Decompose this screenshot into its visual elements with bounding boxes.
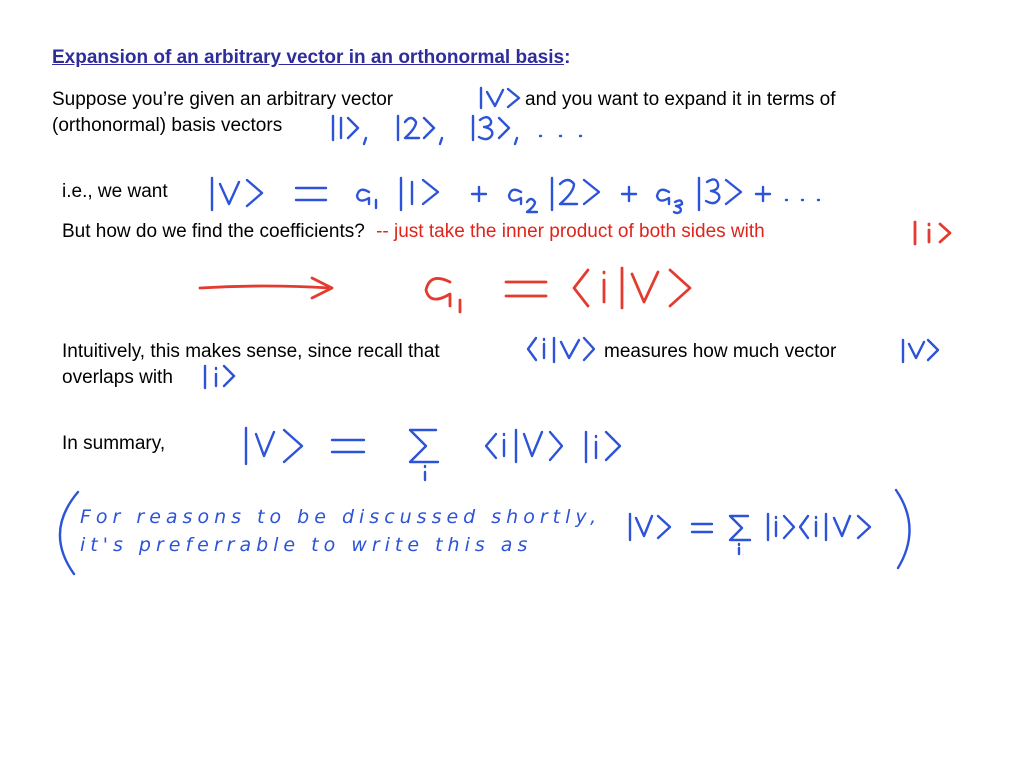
note-line-2: it's preferrable to write this as [80,534,533,556]
summary-equation [240,422,640,486]
title-text: Expansion of an arbitrary vector in an orthonormal basis [52,47,565,68]
intuition-text-2: measures how much vector [604,341,837,362]
open-parenthesis [48,488,88,578]
close-parenthesis [890,486,920,572]
intro-text-2: and you want to expand it in terms of [525,89,836,110]
basis-kets-handwritten [328,112,590,148]
intuition-text-1: Intuitively, this makes sense, since recall that [62,341,440,362]
summary-label: In summary, [62,433,166,454]
intro-text-1: Suppose you’re given an arbitrary vector [52,89,394,110]
coefficient-formula [420,262,700,322]
ket-v-symbol-2 [898,336,942,366]
expansion-equation [204,172,844,220]
red-arrow [194,272,344,304]
ket-i-red-symbol [910,218,958,246]
ket-i-symbol [200,362,244,392]
answer-text: -- just take the inner product of both sides with [376,221,765,242]
title-colon: : [564,47,571,68]
preferred-expansion-equation [624,508,894,560]
intro-text-3: (orthonormal) basis vectors [52,115,283,136]
question-line [62,220,765,244]
bracket-iv-symbol [524,334,600,364]
intuition-text-3: overlaps with [62,367,173,388]
page-title [52,46,570,70]
note-line-1: For reasons to be discussed shortly, [80,506,602,528]
question-text: But how do we find the coefficients? [62,221,365,242]
ie-label: i.e., we want [62,181,168,202]
ket-v-symbol [476,84,524,112]
